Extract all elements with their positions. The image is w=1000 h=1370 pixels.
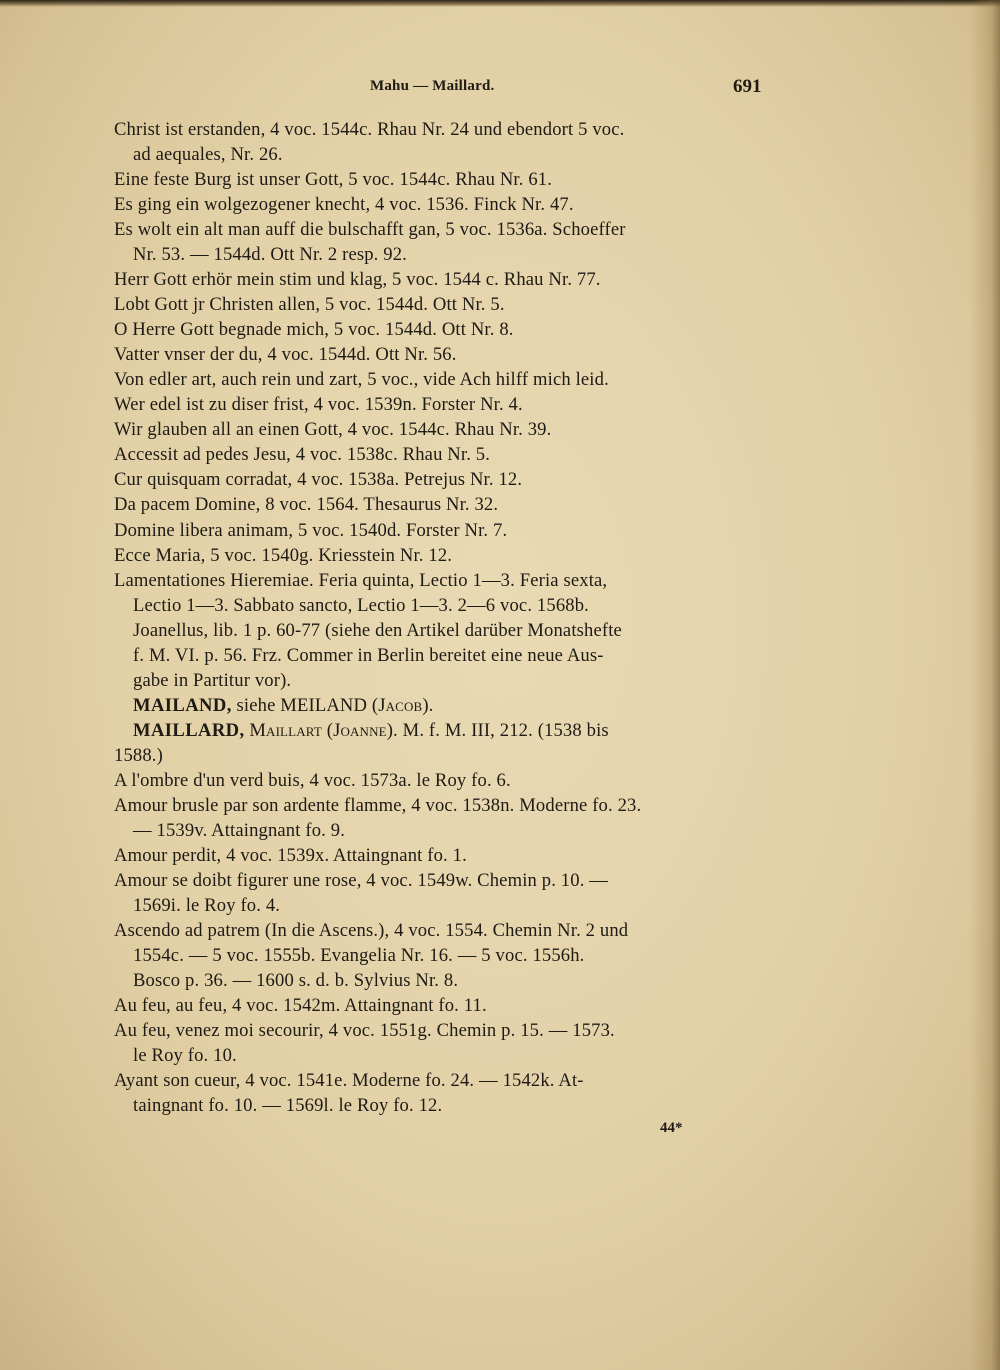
composer-reference: ). M. f. M. III, 212. (1538 bis — [386, 719, 609, 741]
entry-line: Accessit ad pedes Jesu, 4 voc. 1538c. Rhau Nr. 5. — [114, 444, 491, 466]
page-number: 691 — [733, 76, 762, 97]
entry-line: Joanellus, lib. 1 p. 60-77 (siehe den Artikel darüber Monatshefte — [133, 619, 622, 641]
entry-line: 1554c. — 5 voc. 1555b. Evangelia Nr. 16. — 5 voc. 1556h. — [133, 945, 585, 967]
entry-line: Amour perdit, 4 voc. 1539x. Attaingnant fo. 1. — [114, 844, 467, 866]
entry-line: Christ ist erstanden, 4 voc. 1544c. Rhau Nr. 24 und ebendort 5 voc. — [114, 119, 625, 140]
running-head: Mahu — Maillard. — [370, 78, 495, 94]
entry-line: Es wolt ein alt man auff die bulschafft gan, 5 voc. 1536a. Schoeffer — [114, 219, 626, 241]
entry-line: Bosco p. 36. — 1600 s. d. b. Sylvius Nr. 8. — [133, 970, 459, 992]
page-top-edge — [0, 0, 1000, 7]
entry-line: Ayant son cueur, 4 voc. 1541e. Moderne fo. 24. — 1542k. At- — [114, 1070, 584, 1092]
entry-line: A l'ombre d'un verd buis, 4 voc. 1573a. le Roy fo. 6. — [114, 769, 511, 791]
signature-mark: 44* — [660, 1120, 683, 1136]
entry-line: Nr. 53. — 1544d. Ott Nr. 2 resp. 92. — [133, 244, 407, 266]
entry-line: Von edler art, auch rein und zart, 5 voc., vide Ach hilff mich leid. — [114, 369, 609, 391]
entry-line: le Roy fo. 10. — [133, 1045, 237, 1067]
entry-line: Amour brusle par son ardente flamme, 4 voc. 1538n. Moderne fo. 23. — [114, 794, 642, 816]
entry-line: Amour se doibt figurer une rose, 4 voc. 1549w. Chemin p. 10. — — [114, 869, 609, 891]
entry-line: Lectio 1—3. Sabbato sancto, Lectio 1—3. 2—6 voc. 1568b. — [133, 594, 589, 616]
entry-line: Herr Gott erhör mein stim und klag, 5 voc. 1544 c. Rhau Nr. 77. — [114, 269, 601, 291]
page-header — [0, 76, 1000, 100]
entry-line: Domine libera animam, 5 voc. 1540d. Forster Nr. 7. — [114, 519, 508, 541]
entry-line: Au feu, venez moi secourir, 4 voc. 1551g. Chemin p. 15. — 1573. — [114, 1020, 615, 1042]
entry-line: O Herre Gott begnade mich, 5 voc. 1544d. Ott Nr. 8. — [114, 319, 514, 341]
entry-line: Lobt Gott jr Christen allen, 5 voc. 1544d. Ott Nr. 5. — [114, 294, 505, 316]
entry-line: Ecce Maria, 5 voc. 1540g. Kriesstein Nr. 12. — [114, 544, 453, 566]
entry-line: f. M. VI. p. 56. Frz. Commer in Berlin bereitet eine neue Aus- — [133, 644, 604, 666]
body-text — [114, 117, 774, 1118]
entry-line: Wir glauben all an einen Gott, 4 voc. 1544c. Rhau Nr. 39. — [114, 419, 552, 441]
composer-first-name: Jacob — [378, 694, 423, 716]
entry-line: 1588.) — [114, 744, 163, 766]
entry-line: Da pacem Domine, 8 voc. 1564. Thesaurus Nr. 32. — [114, 494, 499, 516]
cross-reference-heading — [114, 693, 774, 718]
composer-name-mailand: MAILAND, — [133, 694, 232, 716]
page-right-edge — [970, 0, 1000, 1370]
entry-line: Ascendo ad patrem (In die Ascens.), 4 voc. 1554. Chemin Nr. 2 und — [114, 920, 629, 941]
entry-line: Eine feste Burg ist unser Gott, 5 voc. 1544c. Rhau Nr. 61. — [114, 169, 553, 191]
entry-line: — 1539v. Attaingnant fo. 9. — [133, 819, 346, 841]
cross-reference-text: siehe MEILAND ( — [231, 694, 379, 716]
composer-alt-name: Maillart ( — [244, 719, 334, 741]
entry-line: taingnant fo. 10. — 1569l. le Roy fo. 12. — [133, 1095, 443, 1117]
composer-heading — [114, 718, 774, 743]
entry-line: Lamentationes Hieremiae. Feria quinta, Lectio 1—3. Feria sexta, — [114, 569, 608, 591]
entry-line: ad aequales, Nr. 26. — [133, 144, 283, 166]
entry-line: Wer edel ist zu diser frist, 4 voc. 1539n. Forster Nr. 4. — [114, 394, 523, 416]
composer-first-name: Joanne — [333, 719, 387, 741]
cross-reference-close: ). — [422, 694, 434, 716]
composer-name-maillard: MAILLARD, — [133, 719, 245, 741]
entry-line: 1569i. le Roy fo. 4. — [133, 894, 281, 916]
entry-line: Vatter vnser der du, 4 voc. 1544d. Ott Nr. 56. — [114, 344, 457, 366]
entry-line: Cur quisquam corradat, 4 voc. 1538a. Petrejus Nr. 12. — [114, 469, 523, 491]
entry-line: Au feu, au feu, 4 voc. 1542m. Attaingnant fo. 11. — [114, 995, 487, 1017]
entry-line: Es ging ein wolgezogener knecht, 4 voc. 1536. Finck Nr. 47. — [114, 194, 574, 216]
entry-line: gabe in Partitur vor). — [133, 669, 292, 691]
